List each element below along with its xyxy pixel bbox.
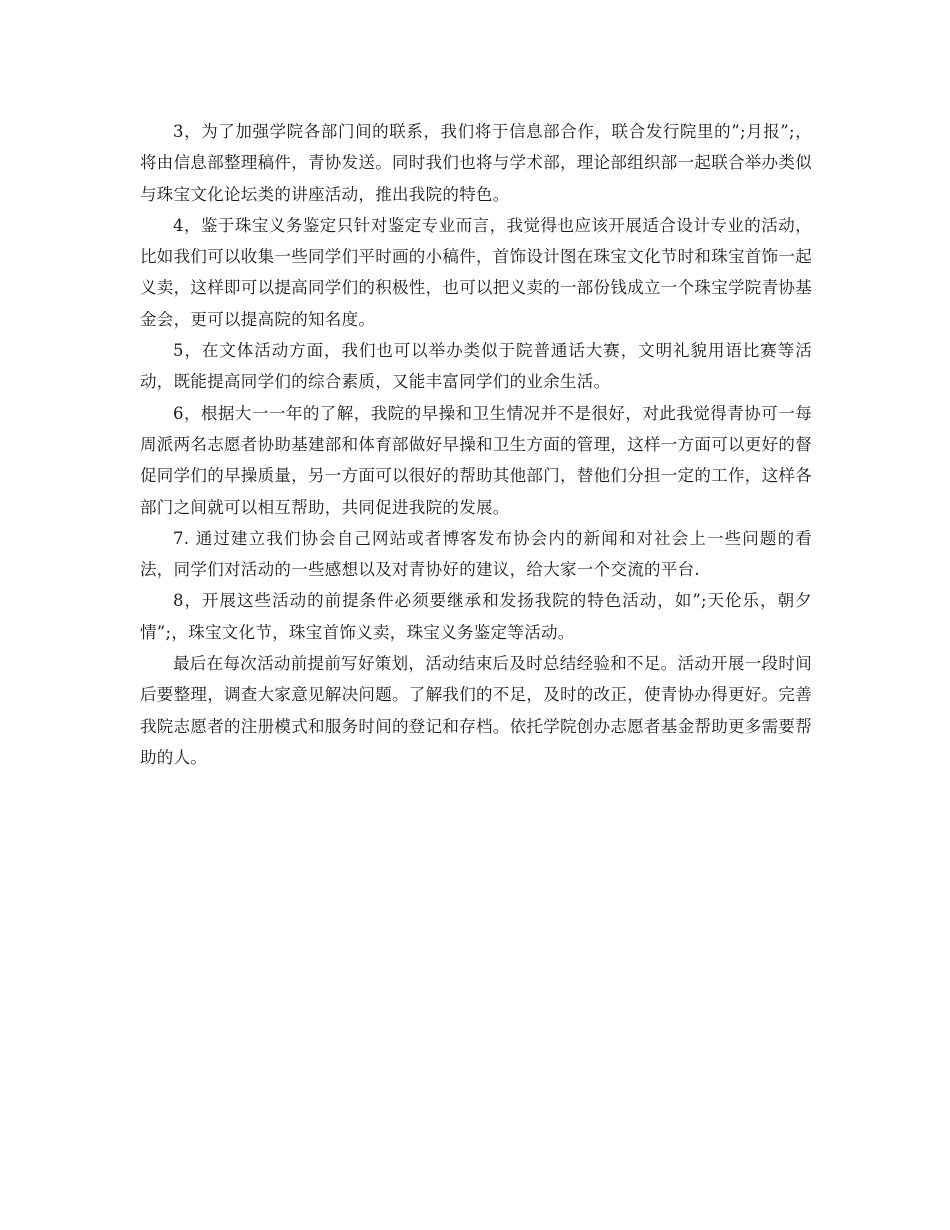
paragraph-item-7: 7. 通过建立我们协会自己网站或者博客发布协会内的新闻和对社会上一些问题的看法，同学们对活动的一些感想以及对青协好的建议，给大家一个交流的平台. (140, 528, 812, 580)
paragraph-item-4: 4，鉴于珠宝义务鉴定只针对鉴定专业而言，我觉得也应该开展适合设计专业的活动，比如我们可以收集一些同学们平时画的小稿件，首饰设计图在珠宝文化节时和珠宝首饰一起义卖，这样即可以提高同学们的积极性，也可以把义卖的一部份钱成立一个珠宝学院青协基金会，更可以提高院的知名度。 (140, 215, 812, 329)
document-body (140, 116, 812, 773)
paragraph-conclusion: 最后在每次活动前提前写好策划，活动结束后及时总结经验和不足。活动开展一段时间后要整理，调查大家意见解决问题。了解我们的不足，及时的改正，使青协办得更好。完善我院志愿者的注册模式和服务时间的登记和存档。依托学院创办志愿者基金帮助更多需要帮助的人。 (140, 654, 812, 767)
paragraph-item-3: 3，为了加强学院各部门间的联系，我们将于信息部合作，联合发行院里的”;月报”;，将由信息部整理稿件，青协发送。同时我们也将与学术部，理论部组织部一起联合举办类似与珠宝文化论坛类的讲座活动，推出我院的特色。 (140, 122, 812, 204)
paragraph-item-8: 8，开展这些活动的前提条件必须要继承和发扬我院的特色活动，如”;天伦乐，朝夕情”;，珠宝文化节，珠宝首饰义卖，珠宝义务鉴定等活动。 (140, 591, 812, 642)
paragraph-item-6: 6，根据大一一年的了解，我院的早操和卫生情况并不是很好，对此我觉得青协可一每周派两名志愿者协助基建部和体育部做好早操和卫生方面的管理，这样一方面可以更好的督促同学们的早操质量，另一方面可以很好的帮助其他部门，替他们分担一定的工作，这样各部门之间就可以相互帮助，共同促进我院的发展。 (140, 403, 812, 517)
paragraph-item-5: 5，在文体活动方面，我们也可以举办类似于院普通话大赛，文明礼貌用语比赛等活动，既能提高同学们的综合素质，又能丰富同学们的业余生活。 (140, 341, 812, 392)
